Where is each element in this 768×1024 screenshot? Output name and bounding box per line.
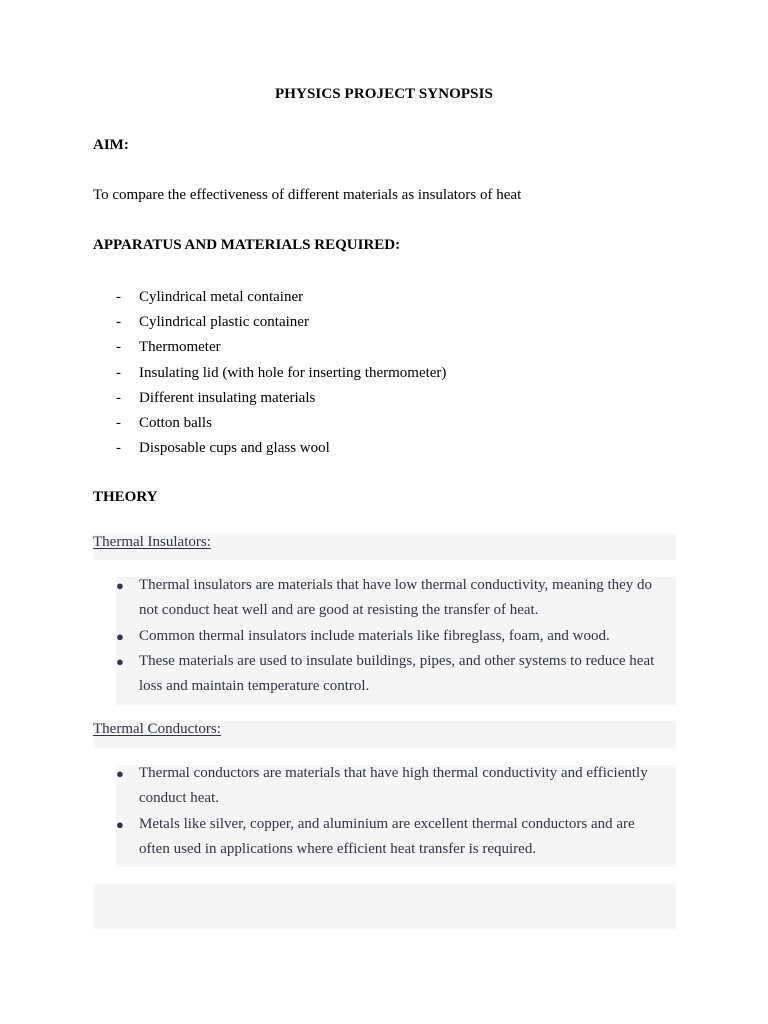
apparatus-item: Thermometer <box>139 339 221 356</box>
conductor-point: Thermal conductors are materials that have high thermal conductivity and efficiently conduct heat. <box>139 765 648 807</box>
insulator-point: Common thermal insulators include materials like fibreglass, foam, and wood. <box>139 627 610 644</box>
conductors-heading: Thermal Conductors: <box>93 721 221 737</box>
list-item <box>93 286 446 311</box>
apparatus-item: Cotton balls <box>139 414 212 431</box>
dash-marker: - <box>116 414 121 431</box>
list-item <box>93 387 446 412</box>
dash-marker: - <box>116 364 121 381</box>
insulator-point: Thermal insulators are materials that have low thermal conductivity, meaning they do not conduct heat well and are good at resisting the transfer of heat. <box>139 577 653 619</box>
insulators-heading: Thermal Insulators: <box>93 534 211 550</box>
list-item <box>93 412 446 437</box>
bullet-icon: ● <box>116 628 124 644</box>
apparatus-item: Cylindrical metal container <box>139 289 304 305</box>
list-item <box>93 362 446 387</box>
insulators-list <box>116 573 656 699</box>
bullet-icon: ● <box>116 578 124 593</box>
dash-marker: - <box>116 440 121 457</box>
apparatus-list <box>93 286 446 462</box>
dash-marker: - <box>116 289 121 305</box>
dash-marker: - <box>116 389 121 406</box>
conductor-point: Metals like silver, copper, and aluminium are excellent thermal conductors and are often used in applications where efficient heat transfer is required. <box>139 815 635 857</box>
list-item <box>93 336 446 361</box>
bullet-icon: ● <box>116 653 124 669</box>
conductors-list <box>116 761 656 862</box>
insulator-point: These materials are used to insulate buildings, pipes, and other systems to reduce heat loss and maintain temperature control. <box>139 652 655 695</box>
empty-shaded-block <box>93 884 676 929</box>
apparatus-item: Disposable cups and glass wool <box>139 440 330 457</box>
bullet-icon: ● <box>116 816 124 832</box>
dash-marker: - <box>116 339 121 356</box>
list-item <box>116 812 656 863</box>
list-item <box>93 311 446 336</box>
apparatus-item: Different insulating materials <box>139 389 316 406</box>
list-item <box>116 624 656 649</box>
list-item <box>116 573 656 624</box>
document-title: PHYSICS PROJECT SYNOPSIS <box>274 86 493 102</box>
list-item <box>116 761 656 812</box>
aim-text: To compare the effectiveness of different materials as insulators of heat <box>93 187 522 203</box>
apparatus-heading: APPARATUS AND MATERIALS REQUIRED: <box>93 237 401 253</box>
list-item <box>116 649 656 700</box>
dash-marker: - <box>116 314 121 331</box>
bullet-icon: ● <box>116 766 124 781</box>
list-item <box>93 437 446 462</box>
aim-heading: AIM: <box>93 137 129 153</box>
theory-heading: THEORY <box>93 489 158 505</box>
apparatus-item: Cylindrical plastic container <box>139 314 309 331</box>
apparatus-item: Insulating lid (with hole for inserting thermometer) <box>139 364 447 381</box>
